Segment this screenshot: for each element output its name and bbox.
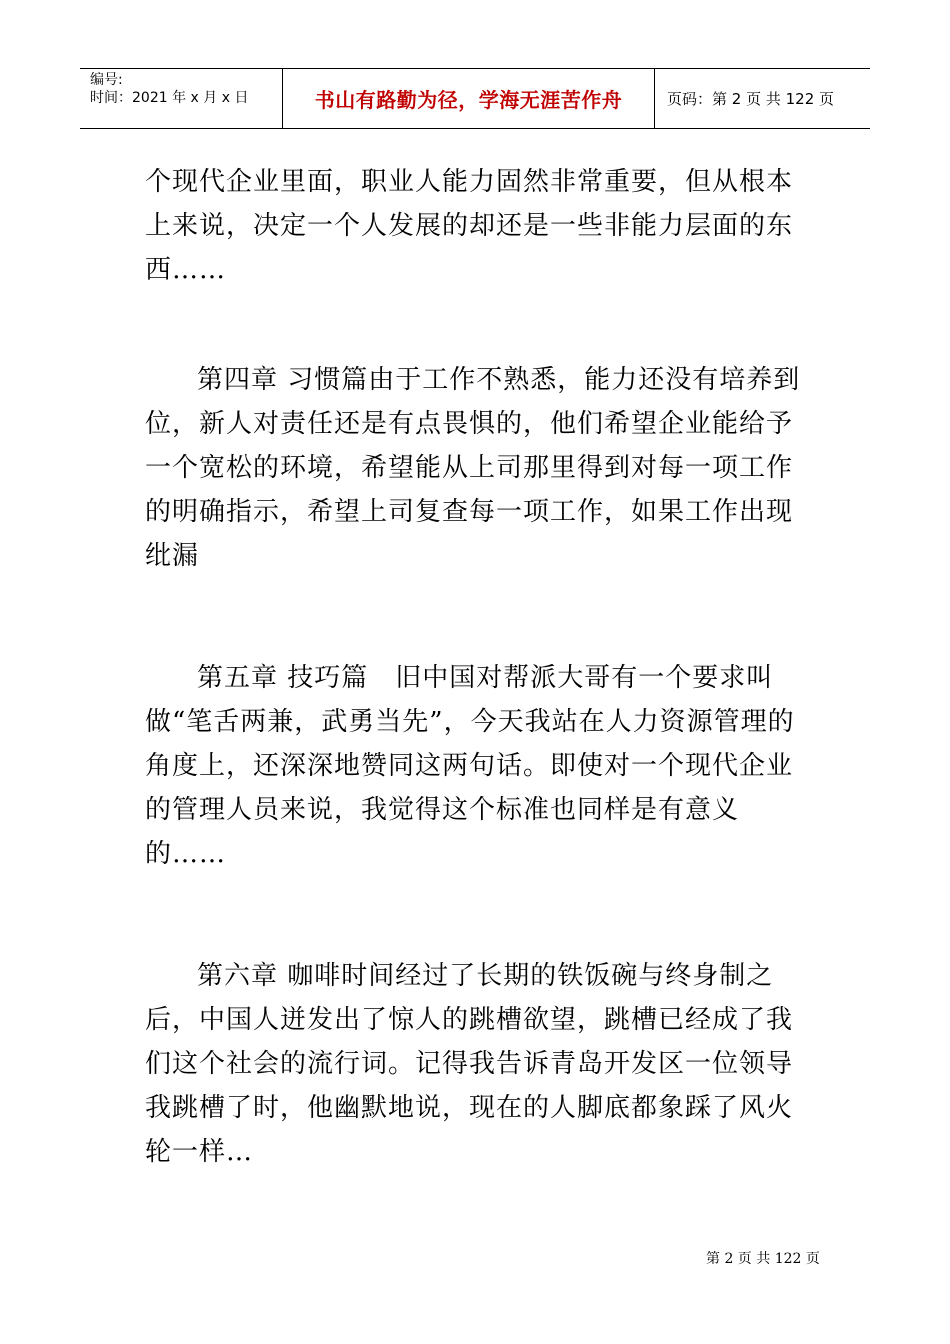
header-meta (80, 69, 282, 128)
paragraph-chapter-5: 第五章 技巧篇 旧中国对帮派大哥有一个要求叫做“笔舌两兼，武勇当先”，今天我站在人力资源管理的角度上，还深深地赞同这两句话。即使对一个现代企业的管理人员来说，我觉得这个标准也同样是有意义的…… (145, 663, 795, 869)
header-motto: 书山有路勤为径，学海无涯苦作舟 (282, 69, 655, 128)
time-label: 时间：2021 年 x 月 x 日 (90, 90, 249, 106)
number-label: 编号: (90, 72, 123, 88)
paragraph-1: 个现代企业里面，职业人能力固然非常重要，但从根本上来说，决定一个人发展的却还是一些非能力层面的东西…… (145, 167, 794, 285)
page-header (80, 68, 870, 129)
paragraph-chapter-4: 第四章 习惯篇由于工作不熟悉，能力还没有培养到位，新人对责任还是有点畏惧的，他们希望企业能给予一个宽松的环境，希望能从上司那里得到对每一项工作的明确指示，希望上司复查每一项工作，如果工作出现纰漏 (145, 365, 801, 571)
page-footer: 第 2 页 共 122 页 (706, 1251, 820, 1267)
header-page-info: 页码：第 2 页 共 122 页 (667, 90, 835, 108)
paragraph-chapter-6: 第六章 咖啡时间经过了长期的铁饭碗与终身制之后，中国人迸发出了惊人的跳槽欲望，跳槽已经成了我们这个社会的流行词。记得我告诉青岛开发区一位领导我跳槽了时，他幽默地说，现在的人脚底都象踩了风火轮一样… (145, 961, 794, 1167)
